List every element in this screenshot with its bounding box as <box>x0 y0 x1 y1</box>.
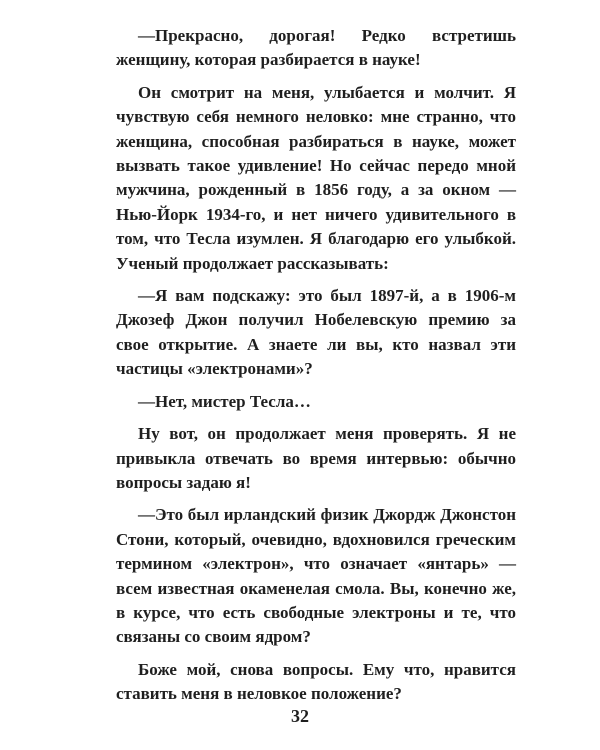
paragraph-4: —Нет, мистер Тесла… <box>138 391 311 411</box>
paragraph-2: Он смотрит на меня, улыбается и молчит. Я чувствую себя немного неловко: мне странно, что женщина, способная разбираться в науке, может вызвать такое удивление! Но сейчас передо мной мужчина, рожденный в 1856 году, а за окном — Нью-Йорк 1934-го, и нет ничего удивительного в том, что Тесла изумлен. Я благодарю его улыбкой. Ученый продолжает рассказывать: <box>116 82 516 273</box>
paragraph-5: Ну вот, он продолжает меня проверять. Я не привыкла отвечать во время интервью: обычно вопросы задаю я! <box>116 424 516 492</box>
paragraph-3: —Я вам подскажу: это был 1897-й, а в 1906-м Джозеф Джон получил Нобелевскую премию за свое открытие. А знаете ли вы, кто назвал эти частицы «электронами»? <box>116 286 516 379</box>
paragraph-7: Боже мой, снова вопросы. Ему что, нравится ставить меня в неловкое положение? <box>116 659 516 704</box>
paragraph-6: —Это был ирландский физик Джордж Джонстон Стони, который, очевидно, вдохновился греческим термином «электрон», что означает «янтарь» — всем известная окаменелая смола. Вы, конечно же, в курсе, что есть свободные электроны и те, что связаны со своим ядром? <box>116 505 516 647</box>
page-number: 32 <box>291 706 309 726</box>
body-text <box>116 24 516 715</box>
paragraph-1: —Прекрасно, дорогая! Редко встретишь женщину, которая разбирается в науке! <box>116 26 516 70</box>
